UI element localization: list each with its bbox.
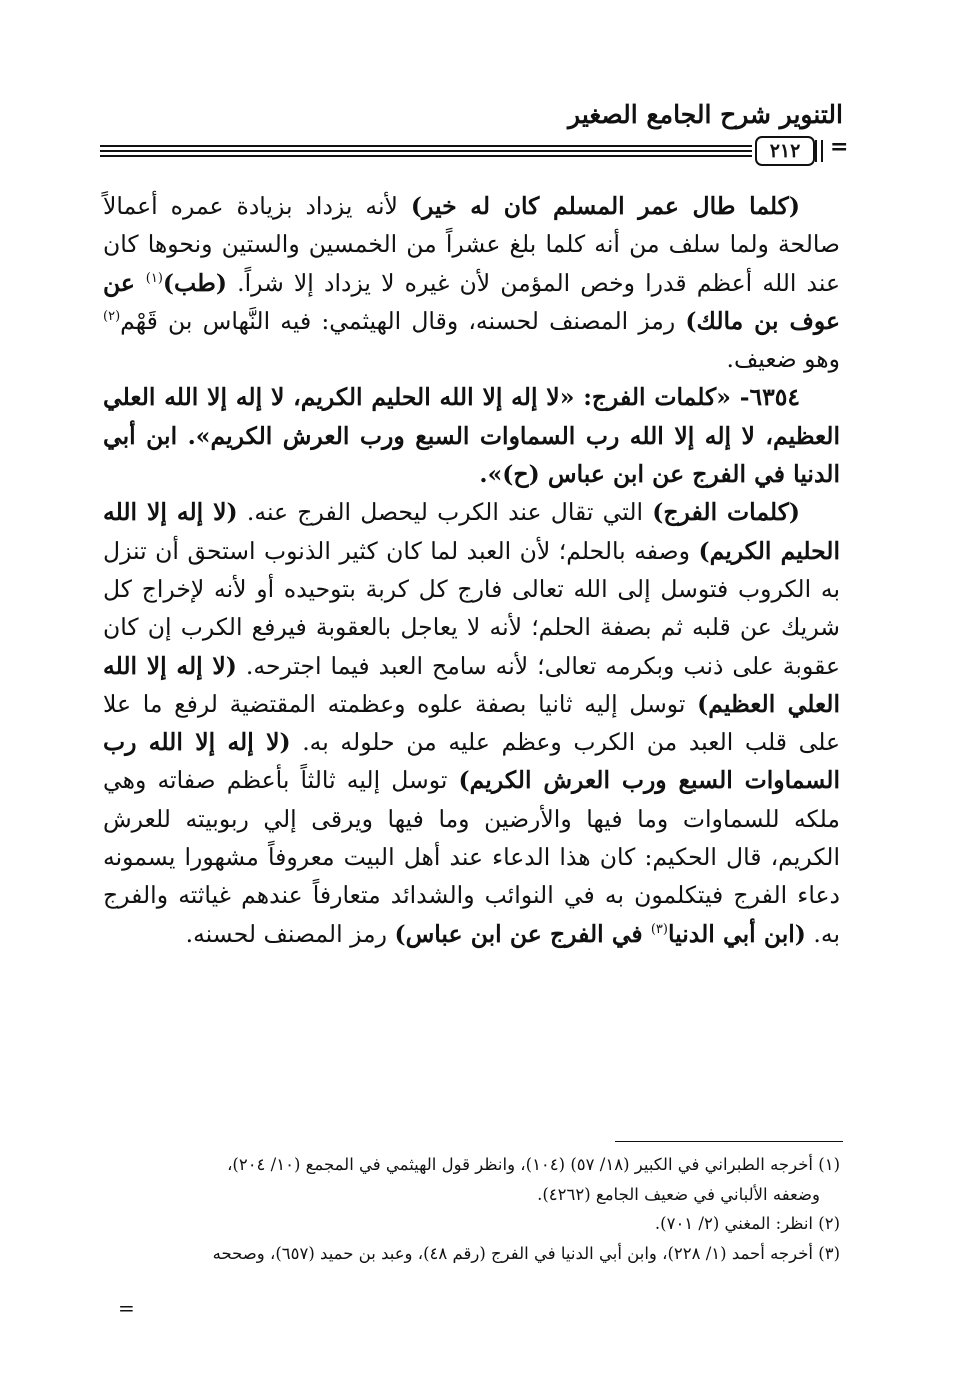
footnote-ref-3: (٣)	[650, 921, 668, 937]
main-text	[103, 187, 840, 953]
quoted-text: (لا إله إلا الله رب السماوات السبع ورب العرش الكريم)	[103, 728, 840, 795]
commentary-text: التي تقال عند الكرب ليحصل الفرج عنه.	[237, 498, 653, 527]
rule-line	[100, 150, 752, 152]
continuation-mark: =	[118, 1296, 135, 1320]
rule-line	[100, 145, 752, 147]
quoted-text: (ابن أبي الدنيا	[667, 919, 806, 948]
quoted-text: (كلما طال عمر المسلم كان له خير)	[410, 192, 800, 220]
page-number: ٢١٢	[769, 140, 801, 162]
quoted-text: (لا إله إلا الله العلي العظيم)	[103, 651, 840, 718]
rule-line	[100, 155, 752, 157]
hadith-text: «كلمات الفرج: «لا إله إلا الله الحليم الكريم، لا إله إلا الله العلي العظيم، لا إله إلا الله رب السماوات السبع ورب العرش الكريم»	[103, 383, 840, 450]
hadith-close: ».	[479, 460, 503, 489]
hadith-source: . ابن أبي الدنيا في الفرج عن ابن عباس	[103, 421, 840, 489]
commentary-text: لأنه يزداد بزيادة عمره أعمالاً صالحة ولما سلف من أنه كلما بلغ عشراً من الخمسين والستين ونحوها كان عند الله أعظم قدرا وخص المؤمن لأن غيره لا يزداد إلا شراً.	[103, 192, 841, 297]
quoted-text: في الفرج عن ابن عباس)	[394, 919, 651, 948]
grade-mark: (ح)	[502, 460, 540, 489]
commentary-text: وهو ضعيف.	[726, 345, 840, 374]
hadith-entry	[103, 378, 840, 493]
commentary-text: رمز المصنف لحسنه.	[185, 919, 395, 948]
commentary-text: توسل إليه ثانيا بصفة علوه وعظمته المقتضية لرفع ما علا على قلب العبد من الكرب وعظم عليه من حلوله به.	[103, 689, 840, 757]
narrator-name: عن عوف بن مالك)	[103, 268, 840, 335]
footnote-1-continued: وضعفه الألباني في ضعيف الجامع (٤٢٦٢).	[537, 1184, 820, 1204]
commentary-text: رمز المصنف لحسنه، وقال الهيثمي: فيه النَّهاس بن قَهْم	[120, 306, 686, 335]
running-header-title: التنوير شرح الجامع الصغير	[568, 100, 843, 129]
edge-mark: =	[830, 134, 849, 160]
paragraph-commentary-2	[103, 493, 840, 953]
footnote-ref-1: (١)	[145, 270, 163, 286]
page-number-box	[755, 136, 815, 166]
commentary-text: توسل إليه ثالثاً بأعظم صفاته وهي ملكه للسماوات وما فيها والأرضين وما فيها ويرقى إلي ربوبيته للعرش الكريم، قال الحكيم: كان هذا الدعاء عند أهل البيت معروفاً مشهورا يسمونه دعاء الفرج فيتكلمون به في النوائب والشدائد متعارفاً عندهم غياثته والفرج به.	[103, 766, 840, 948]
hadith-number: ٦٣٥٤-	[730, 383, 800, 412]
source-abbrev: (طب)	[162, 268, 227, 297]
commentary-text: وصفه بالحلم؛ لأن العبد لما كان كثير الذنوب استحق أن تنزل به الكروب فتوسل إلى الله تعالى فارج كل كربة بتوحيده أو لأنه لإخراج كل شريك عن قلبه ثم بصفة الحلم؛ لأنه لا يعاجل بالعقوبة فيرفع الكرب إن كان عقوبة على ذنب وبكرمه تعالى؛ لأنه سامح العبد فيما اجترحه.	[103, 536, 840, 680]
footnote-3: (٣) أخرجه أحمد (١/ ٢٢٨)، وابن أبي الدنيا في الفرج (رقم ٤٨)، وعبد بن حميد (٦٥٧)، وصححه	[212, 1243, 840, 1263]
quoted-text: (كلمات الفرج)	[652, 498, 800, 527]
footnotes	[103, 1150, 840, 1268]
quoted-text: (لا إله إلا الله الحليم الكريم)	[103, 498, 840, 565]
footnote-ref-2: (٢)	[103, 309, 121, 325]
footnote-2: (٢) انظر: المغني (٢/ ٧٠١).	[654, 1214, 840, 1233]
header-rule	[100, 134, 852, 174]
footnote-separator	[615, 1141, 843, 1142]
footnote-1: (١) أخرجه الطبراني في الكبير (١٨/ ٥٧) (١٠٤)، وانظر قول الهيثمي في المجمع (١٠/ ٢٠٤)،	[227, 1155, 840, 1174]
paragraph-commentary-1	[103, 187, 840, 378]
